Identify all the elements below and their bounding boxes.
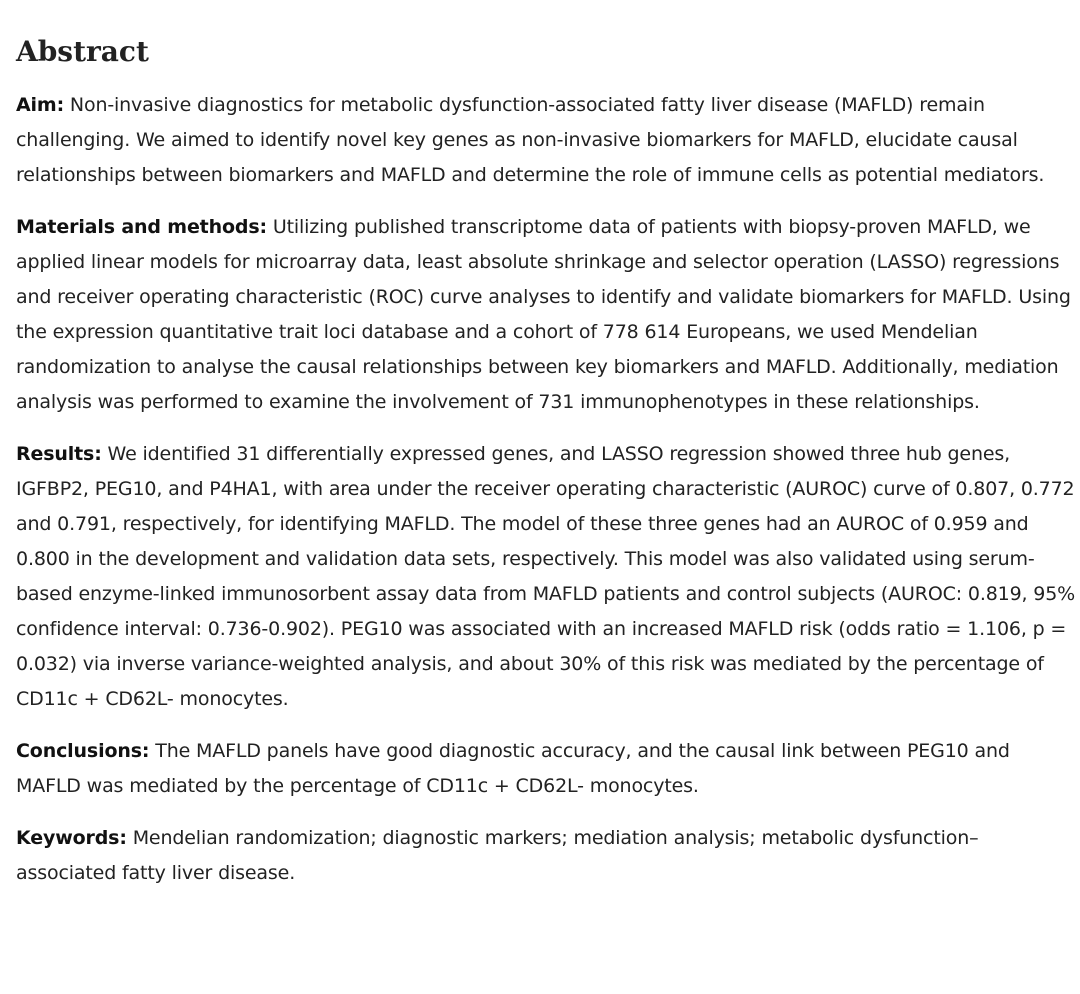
keywords-text: Mendelian randomization; diagnostic markers; mediation analysis; metabolic dysfunction–associated fatty liver disease. bbox=[16, 827, 979, 884]
results-text: We identified 31 differentially expressed genes, and LASSO regression showed three hub genes, IGFBP2, PEG10, and P4HA1, with area under the receiver operating characteristic (AUROC) curve of 0.807, 0.772 and 0.791, respectively, for identifying MAFLD. The model of these three genes had an AUROC of 0.959 and 0.800 in the development and validation data sets, respectively. This model was also validated using serum-based enzyme-linked immunosorbent assay data from MAFLD patients and control subjects (AUROC: 0.819, 95% confidence interval: 0.736-0.902). PEG10 was associated with an increased MAFLD risk (odds ratio = 1.106, p = 0.032) via inverse variance-weighted analysis, and about 30% of this risk was mediated by the percentage of CD11c + CD62L- monocytes. bbox=[16, 443, 1076, 710]
aim-label: Aim: bbox=[16, 94, 65, 116]
conclusions-text: The MAFLD panels have good diagnostic accuracy, and the causal link between PEG10 and MAFLD was mediated by the percentage of CD11c + CD62L- monocytes. bbox=[16, 740, 1010, 797]
methods-label: Materials and methods: bbox=[16, 216, 267, 238]
abstract-methods bbox=[16, 210, 1076, 420]
abstract-keywords bbox=[16, 821, 1076, 891]
abstract-results bbox=[16, 437, 1076, 717]
conclusions-label: Conclusions: bbox=[16, 740, 150, 762]
keywords-label: Keywords: bbox=[16, 827, 127, 849]
methods-text: Utilizing published transcriptome data of patients with biopsy-proven MAFLD, we applied linear models for microarray data, least absolute shrinkage and selector operation (LASSO) regressions and receiver operating characteristic (ROC) curve analyses to identify and validate biomarkers for MAFLD. Using the expression quantitative trait loci database and a cohort of 778 614 Europeans, we used Mendelian randomization to analyse the causal relationships between key biomarkers and MAFLD. Additionally, mediation analysis was performed to examine the involvement of 731 immunophenotypes in these relationships. bbox=[16, 216, 1071, 413]
abstract-container bbox=[16, 0, 1076, 908]
abstract-aim bbox=[16, 88, 1076, 193]
aim-text: Non-invasive diagnostics for metabolic dysfunction-associated fatty liver disease (MAFLD) remain challenging. We aimed to identify novel key genes as non-invasive biomarkers for MAFLD, elucidate causal relationships between biomarkers and MAFLD and determine the role of immune cells as potential mediators. bbox=[16, 94, 1045, 186]
results-label: Results: bbox=[16, 443, 102, 465]
abstract-title: Abstract bbox=[16, 35, 149, 68]
abstract-conclusions bbox=[16, 734, 1076, 804]
